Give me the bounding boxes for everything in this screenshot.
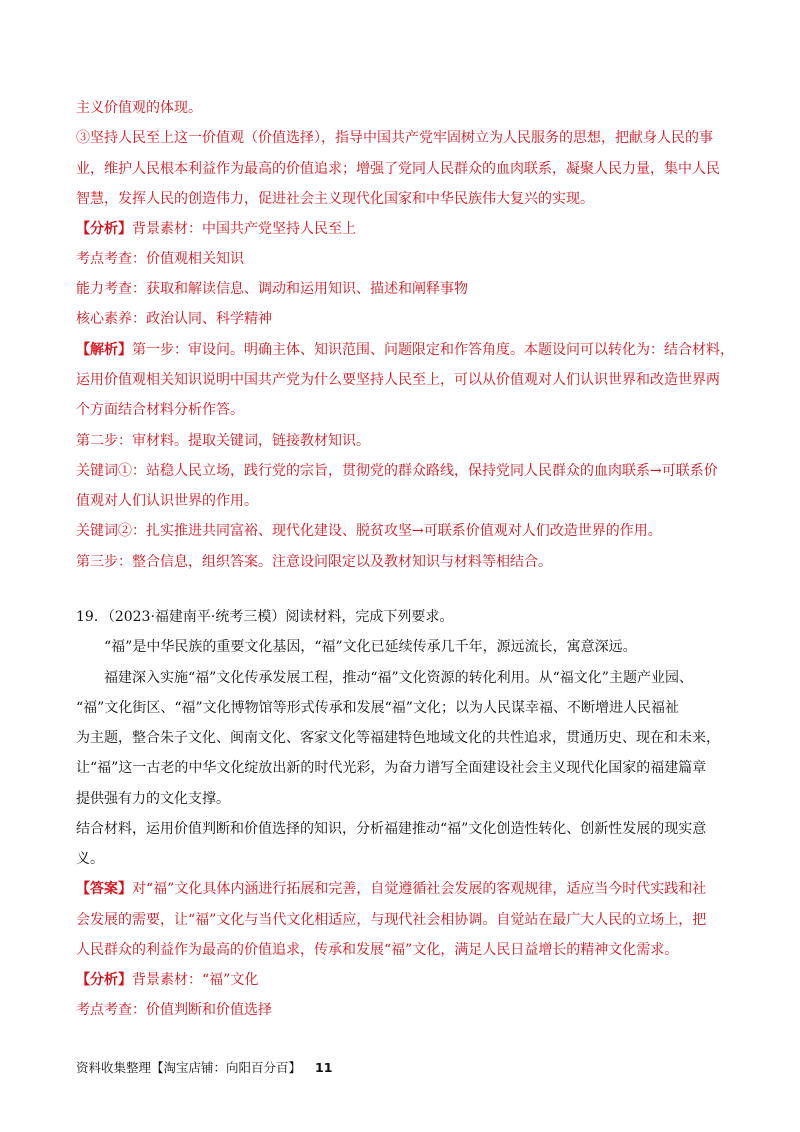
- material-line: 提供强有力的文化支撑。: [76, 791, 230, 807]
- jiexi-tag: 【解析】: [76, 342, 132, 358]
- jiexi-line: 关键词②：扎实推进共同富裕、现代化建设、脱贫攻坚→可联系价值观对人们改造世界的作用。: [76, 523, 662, 539]
- answer-line: 人民群众的利益作为最高的价值追求，传承和发展“福”文化，满足人民日益增长的精神文化需求。: [76, 942, 679, 958]
- answer-line: 业，维护人民根本利益作为最高的价值追求；增强了党同人民群众的血肉联系，凝聚人民力量，集中人民: [76, 161, 720, 177]
- jiexi-text: 第一步：审设问。明确主体、知识范围、问题限定和作答角度。本题设问可以转化为：结合材料，: [132, 342, 734, 358]
- analysis-line: [76, 970, 258, 990]
- suyang-line: 核心素养：政治认同、科学精神: [76, 311, 272, 327]
- jiexi-line: 第二步：审材料。提取关键词，链接教材知识。: [76, 433, 370, 449]
- answer-line: ③坚持人民至上这一价值观（价值选择），指导中国共产党牢固树立为人民服务的思想，把献身人民的事: [76, 130, 713, 146]
- jiexi-line: 第三步：整合信息，组织答案。注意设问限定以及教材知识与材料等相结合。: [76, 554, 552, 570]
- answer-line: 会发展的需要，让“福”文化与当代文化相适应，与现代社会相协调。自觉站在最广大人民的立场上，把: [76, 912, 707, 928]
- answer-line: 智慧，发挥人民的创造伟力，促进社会主义现代化国家和中华民族伟大复兴的实现。: [76, 191, 594, 207]
- page-footer: [76, 1058, 332, 1076]
- jiexi-line: [76, 340, 734, 360]
- jiexi-line: 关键词①：站稳人民立场，践行党的宗旨，贯彻党的群众路线，保持党同人民群众的血肉联系→可联系价: [76, 463, 718, 479]
- page-number: 11: [315, 1060, 333, 1075]
- analysis-text: 背景素材：中国共产党坚持人民至上: [132, 221, 356, 237]
- analysis-tag: 【分析】: [76, 972, 132, 988]
- answer-tag: 【答案】: [76, 881, 132, 897]
- analysis-line: [76, 219, 356, 239]
- question-header: 19．（2023·福建南平·统考三模）阅读材料，完成下列要求。: [76, 609, 454, 625]
- material-line: 为主题，整合朱子文化、闽南文化、客家文化等福建特色地域文化的共性追求，贯通历史、现在和未来，: [76, 730, 720, 746]
- footer-text: 资料收集整理【淘宝店铺：向阳百分百】: [76, 1060, 302, 1075]
- answer-text: 对“福”文化具体内涵进行拓展和完善，自觉遵循社会发展的客观规律，适应当今时代实践和社: [132, 881, 707, 897]
- question-prompt: 义。: [76, 851, 104, 867]
- nengli-line: 能力考查：获取和解读信息、调动和运用知识、描述和阐释事物: [76, 281, 468, 297]
- kaodian-line: 考点考查：价值观相关知识: [76, 251, 244, 267]
- jiexi-line: 运用价值观相关知识说明中国共产党为什么要坚持人民至上，可以从价值观对人们认识世界和改造世界两: [76, 372, 720, 388]
- analysis-text: 背景素材：“福”文化: [132, 972, 259, 988]
- analysis-tag: 【分析】: [76, 221, 132, 237]
- material-line: 让“福”这一古老的中华文化绽放出新的时代光彩，为奋力谱写全面建设社会主义现代化国家的福建篇章: [76, 760, 707, 776]
- jiexi-line: 个方面结合材料分析作答。: [76, 402, 244, 418]
- answer-line: [76, 879, 706, 899]
- material-line: “福”文化街区、“福”文化博物馆等形式传承和发展“福”文化；以为人民谋幸福、不断增进人民福祉: [76, 700, 679, 716]
- kaodian-line: 考点考查：价值判断和价值选择: [76, 1002, 272, 1018]
- jiexi-line: 值观对人们认识世界的作用。: [76, 493, 258, 509]
- question-prompt: 结合材料，运用价值判断和价值选择的知识，分析福建推动“福”文化创造性转化、创新性发展的现实意: [76, 821, 707, 837]
- answer-line: 主义价值观的体现。: [76, 100, 202, 116]
- material-paragraph: 福建深入实施“福”文化传承发展工程，推动“福”文化资源的转化利用。从“福文化”主题产业园、: [104, 670, 693, 686]
- material-paragraph: “福”是中华民族的重要文化基因，“福”文化已延续传承几千年，源远流长，寓意深远。: [104, 639, 637, 655]
